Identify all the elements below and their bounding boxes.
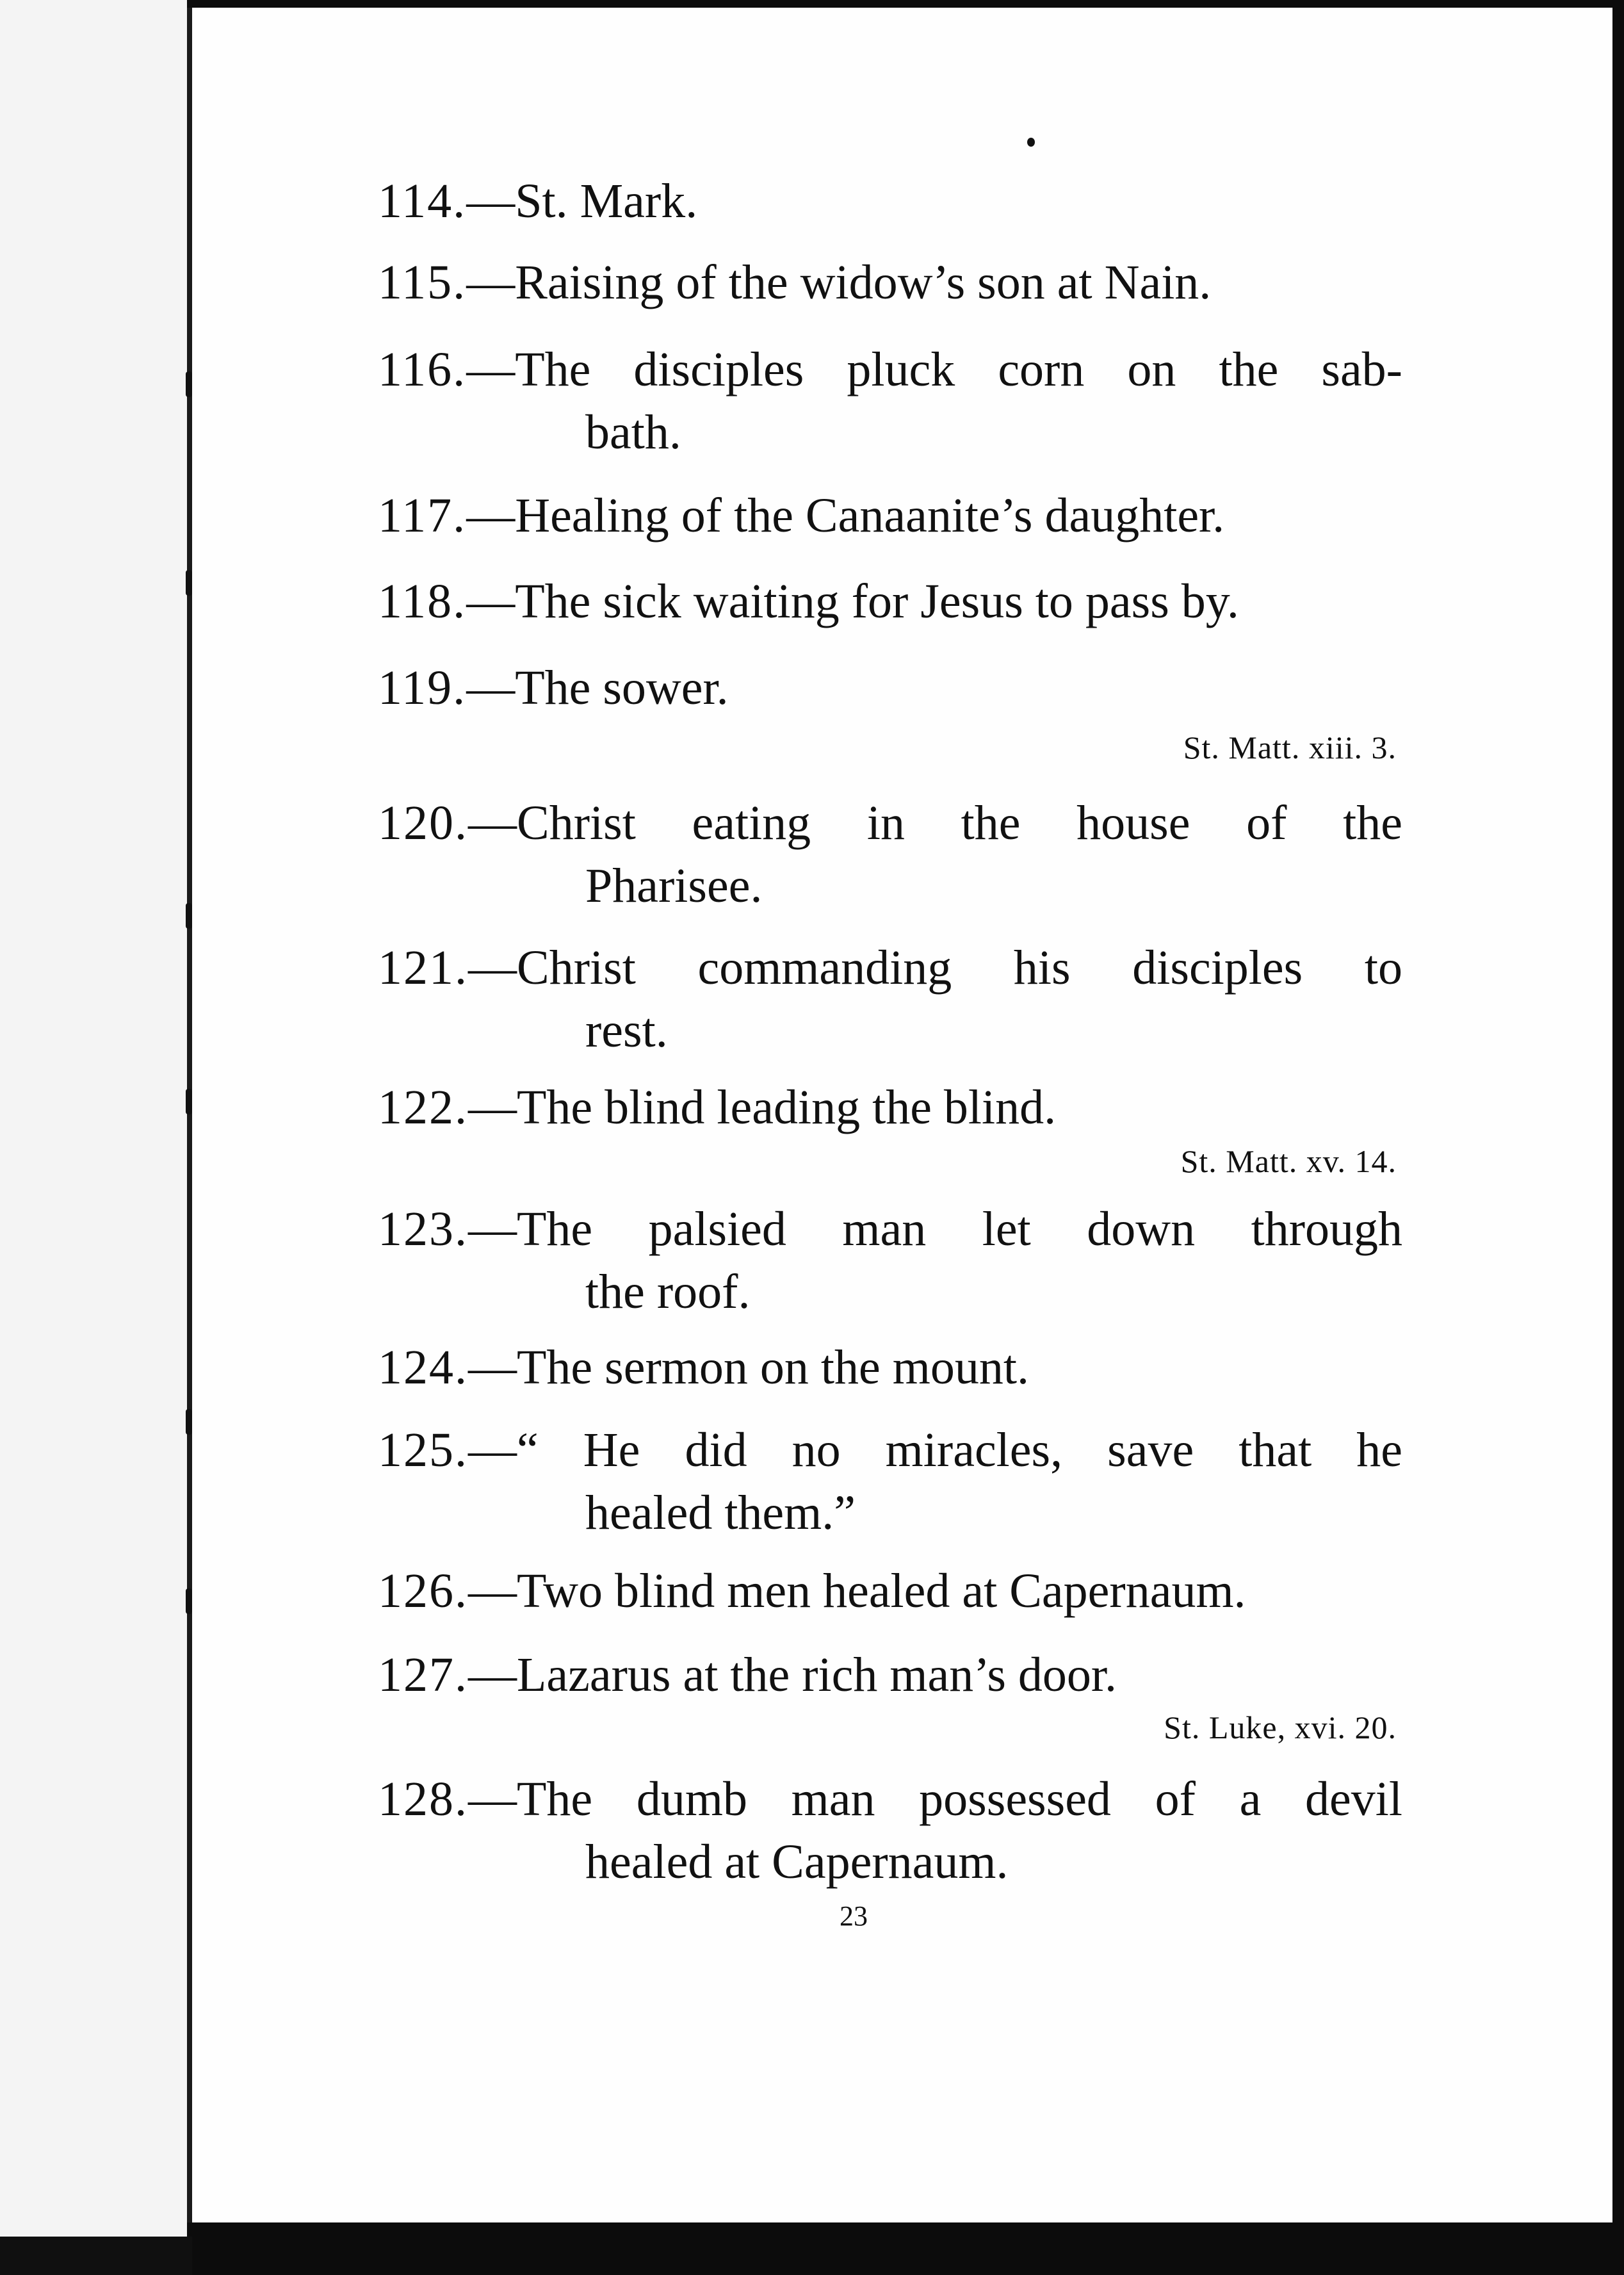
entry-127 — [378, 1643, 1402, 1706]
entry-number: 121. — [378, 941, 468, 995]
entry-title: —“ He did no miracles, save that he — [468, 1423, 1402, 1477]
entry-124 — [378, 1336, 1402, 1399]
entry-line — [378, 656, 1402, 719]
entry-title: —Healing of the Canaanite’s daughter. — [466, 489, 1225, 542]
entry-title: —Lazarus at the rich man’s door. — [468, 1648, 1117, 1702]
entry-121 — [378, 936, 1402, 1062]
entry-number: 122. — [378, 1080, 468, 1134]
entry-128 — [378, 1768, 1402, 1893]
entry-116 — [378, 338, 1402, 464]
entry-line — [378, 1768, 1402, 1831]
entry-number: 119. — [378, 661, 467, 715]
entry-line — [378, 936, 1402, 999]
binding-mark — [186, 903, 192, 929]
entry-number: 114. — [378, 174, 467, 228]
entry-title: —St. Mark. — [466, 174, 698, 228]
entry-title: —Raising of the widow’s son at Nain. — [466, 256, 1212, 309]
entry-118 — [378, 570, 1402, 633]
entry-number: 116. — [378, 343, 467, 396]
entry-title: —Two blind men healed at Capernaum. — [468, 1564, 1246, 1618]
entry-title: —The sermon on the mount. — [468, 1341, 1029, 1394]
entry-number: 115. — [378, 256, 467, 309]
entry-title: —The dumb man possessed of a devil — [468, 1772, 1402, 1826]
entry-number: 126. — [378, 1564, 468, 1618]
entry-line — [378, 251, 1402, 314]
scan-border-bottom-left — [0, 2237, 192, 2275]
entry-continuation: bath. — [585, 405, 681, 459]
entry-continuation: healed at Capernaum. — [585, 1835, 1009, 1889]
entry-line — [378, 1419, 1402, 1481]
binding-mark — [186, 371, 192, 397]
entry-number: 117. — [378, 489, 467, 542]
binding-mark — [186, 1089, 192, 1114]
entry-title: —Christ eating in the house of the — [468, 796, 1402, 850]
binding-mark — [186, 1588, 192, 1614]
entry-119 — [378, 656, 1402, 719]
entry-number: 128. — [378, 1772, 468, 1826]
entry-title: —The disciples pluck corn on the sab- — [466, 343, 1402, 396]
entry-continuation: the roof. — [585, 1265, 751, 1319]
entry-number: 127. — [378, 1648, 468, 1702]
scripture-reference: St. Matt. xv. 14. — [1180, 1143, 1397, 1179]
entry-number: 125. — [378, 1423, 468, 1477]
entry-line — [378, 792, 1402, 854]
entry-title: —Christ commanding his disciples to — [468, 941, 1402, 995]
entry-continuation: Pharisee. — [585, 859, 763, 913]
entry-line — [378, 1643, 1402, 1706]
entry-line — [378, 1336, 1402, 1399]
entry-title: —The blind leading the blind. — [468, 1080, 1057, 1134]
entry-line — [378, 1198, 1402, 1260]
entry-117 — [378, 484, 1402, 547]
entry-line — [378, 484, 1402, 547]
entry-115 — [378, 251, 1402, 314]
entry-line — [378, 1560, 1402, 1622]
binding-mark — [186, 570, 192, 596]
entry-125 — [378, 1419, 1402, 1544]
facing-page-edge — [0, 0, 192, 2275]
ink-speck — [1027, 138, 1035, 147]
entry-line — [378, 338, 1402, 401]
entry-number: 123. — [378, 1202, 468, 1256]
entry-number: 124. — [378, 1341, 468, 1394]
entry-120 — [378, 792, 1402, 917]
entry-122 — [378, 1076, 1402, 1139]
scan-border-top — [187, 0, 1624, 8]
entry-title: —The sower. — [466, 661, 729, 715]
scripture-reference: St. Luke, xvi. 20. — [1164, 1709, 1397, 1745]
entry-114 — [378, 170, 1402, 232]
page-number: 23 — [840, 1900, 868, 1932]
entry-continuation: healed them.” — [585, 1486, 856, 1540]
entry-continuation: rest. — [585, 1004, 668, 1057]
entry-title: —The palsied man let down through — [468, 1202, 1402, 1256]
entry-126 — [378, 1560, 1402, 1622]
scan-border-bottom — [187, 2222, 1624, 2275]
entry-123 — [378, 1198, 1402, 1323]
entry-line — [378, 170, 1402, 232]
entry-number: 120. — [378, 796, 468, 850]
entry-line — [378, 570, 1402, 633]
entry-number: 118. — [378, 575, 467, 628]
scripture-reference: St. Matt. xiii. 3. — [1183, 730, 1397, 765]
scan-border-right — [1612, 0, 1624, 2275]
entry-line — [378, 1076, 1402, 1139]
entry-title: —The sick waiting for Jesus to pass by. — [466, 575, 1239, 628]
binding-mark — [186, 1409, 192, 1435]
